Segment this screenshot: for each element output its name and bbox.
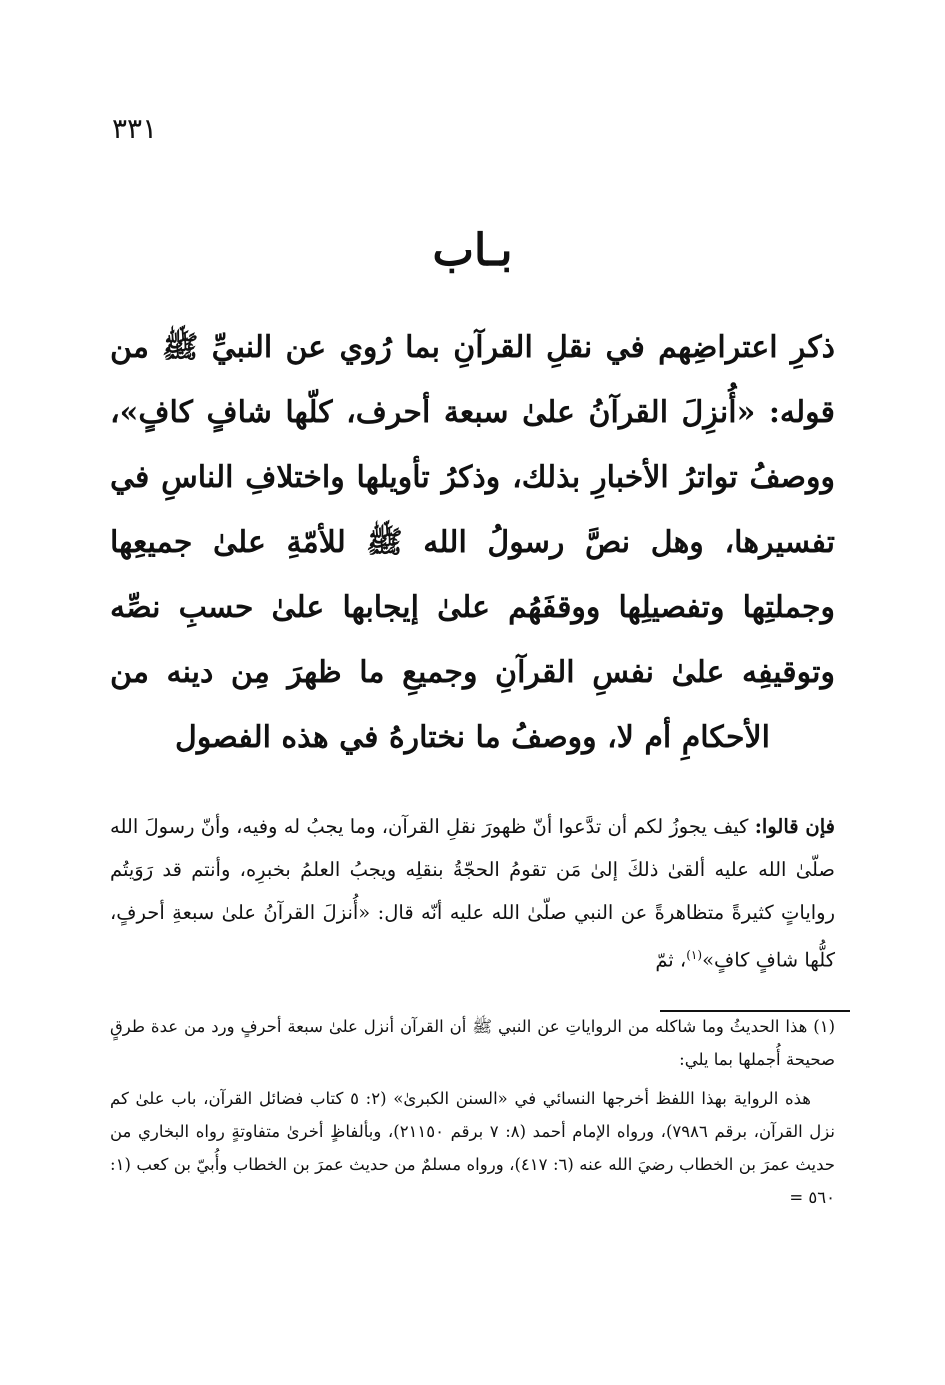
body-paragraph [110, 805, 835, 982]
paragraph-tail: ، ثمّ [655, 948, 687, 972]
footnote-1-continuation: هذه الرواية بهذا اللفظ أخرجها النسائي في «السنن الكبرىٰ» (٢: ٥ كتاب فضائل القرآن، باب علىٰ كم نزل القرآن، برقم ٧٩٨٦)، ورواه الإمام أحمد (٨: ٧ برقم ٢١١٥٠)، وبألفاظٍ أخرىٰ متفاوتةٍ رواه البخاري من حديث عمرَ بن الخطاب رضيَ الله عنه (٦: ٤١٧)، ورواه مسلمٌ من حديث عمرَ بن الخطاب وأُبيّ بن كعب (١: ٥٦٠ = [110, 1089, 835, 1207]
paragraph-lead: فإن قالوا: [754, 815, 835, 838]
paragraph-text: كيف يجوزُ لكم أن تدَّعوا أنّ ظهورَ نقلِ القرآن، وما يجبُ له وفيه، وأنّ رسولَ الله صلّىٰ الله عليه ألقىٰ ذلكَ إلىٰ مَن تقومُ الحجّةُ بنقلِه ويجبُ العلمُ بخبرِه، وأنتم قد رَوَيتُم رواياتٍ كثيرةً متظاهرةً عن النبي صلّىٰ الله عليه أنّه قال: «أُنزلَ القرآنُ علىٰ سبعةِ أحرفٍ، كلُّها شافٍ كافٍ» [110, 815, 835, 972]
footnote-1: (١) هذا الحديثُ وما شاكله من الرواياتِ عن النبي ﷺ أن القرآن أنزل علىٰ سبعة أحرفٍ ورد من عدة طرقٍ صحيحة أُجملها بما يلي: [110, 1017, 835, 1069]
chapter-title: بـاب [432, 225, 513, 276]
footnotes [110, 1010, 835, 1220]
footnote-reference: (١) [686, 948, 703, 962]
chapter-heading: ذكرِ اعتراضِهم في نقلِ القرآنِ بما رُوي عن النبيِّ ﷺ من قوله: «أُنزِلَ القرآنُ علىٰ سبعة أحرف، كلّها شافٍ كافٍ»، ووصفُ تواترُ الأخبارِ بذلك، وذكرُ تأويلها واختلافِ الناسِ في تفسيرها، وهل نصَّ رسولُ الله ﷺ للأمّةِ علىٰ جميعِها وجملتِها وتفصيلِها ووقفَهُم علىٰ إيجابها علىٰ حسبِ نصِّه وتوقيفِه علىٰ نفسِ القرآنِ وجميعِ ما ظهرَ مِن دينه من الأحكامِ أم لا، ووصفُ ما نختارهُ في هذه الفصول [110, 330, 835, 755]
page-number: ٣٣١ [112, 112, 158, 145]
